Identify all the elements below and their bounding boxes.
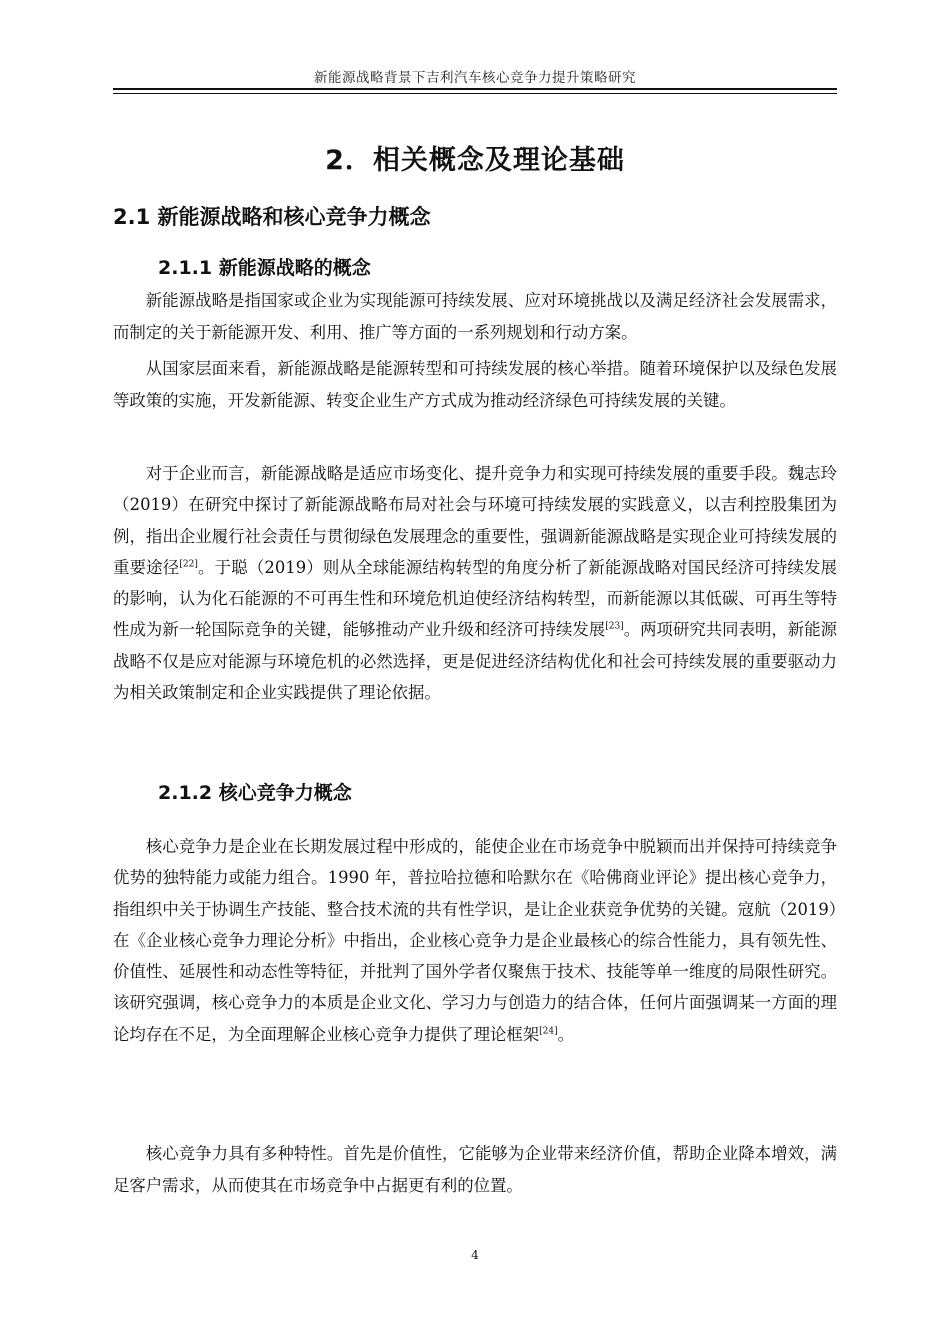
running-header: 新能源战略背景下吉利汽车核心竞争力提升策略研究 [314,70,636,86]
section-heading-2-1-1: 2.1.1 新能源战略的概念 [158,257,371,279]
paragraph-text: 。两项研究共同表明，新能源战略不仅是应对能源与环境危机的必然选择，更是促进经济结构优化和社会可持续发展的重要驱动力为相关政策制定和企业实践提供了理论依据。 [113,620,837,703]
paragraph-core-competence-definition [113,831,837,1050]
paragraph-text: 对于企业而言，新能源战略是适应市场变化、提升竞争力和实现可持续发展的重要手段。魏志玲（2019）在研究中探讨了新能源战略布局对社会与环境可持续发展的实践意义，以吉利控股集团为例，指出企业履行社会责任与贯彻绿色发展理念的重要性，强调新能源战略是实现企业可持续发展的重要途径 [113,464,837,577]
section-heading-2-1: 2.1 新能源战略和核心竞争力概念 [113,205,431,229]
page-number: 4 [471,1248,479,1262]
paragraph-text: 核心竞争力是企业在长期发展过程中形成的，能使企业在市场竞争中脱颖而出并保持可持续竞争优势的独特能力或能力组合。1990 年，普拉哈拉德和哈默尔在《哈佛商业评论》提出核心竞争力，指组织中关于协调生产技能、整合技术流的共有性学识，是让企业获竞争优势的关键。寇航（2019）在《企业核心竞争力理论分析》中指出，企业核心竞争力是企业最核心的综合性能力，具有领先性、价值性、延展性和动态性等特征，并批判了国外学者仅聚焦于技术、技能等单一维度的局限性研究。该研究强调，核心竞争力的本质是企业文化、学习力与创造力的结合体，任何片面强调某一方面的理论均存在不足，为全面理解企业核心竞争力提供了理论框架 [113,837,837,1044]
header-rule-thick [113,88,837,90]
paragraph-national-level: 从国家层面来看，新能源战略是能源转型和可持续发展的核心举措。随着环境保护以及绿色发展等政策的实施，开发新能源、转变企业生产方式成为推动经济绿色可持续发展的关键。 [113,359,837,410]
paragraph-core-competence-features: 核心竞争力具有多种特性。首先是价值性，它能够为企业带来经济价值，帮助企业降本增效，满足客户需求，从而使其在市场竞争中占据更有利的位置。 [113,1144,837,1195]
citation-ref: [24] [539,1026,558,1037]
citation-ref: [23] [605,622,624,633]
section-heading-2-1-2: 2.1.2 核心竞争力概念 [158,782,352,804]
paragraph-text: 。于聪（2019）则从全球能源结构转型的角度分析了新能源战略对国民经济可持续发展的影响，认为化石能源的不可再生性和环境危机迫使经济结构转型，而新能源以其低碳、可再生等特性成为新一轮国际竞争的关键，能够推动产业升级和经济可持续发展 [113,557,838,640]
chapter-title: 2．相关概念及理论基础 [325,145,625,176]
citation-ref: [22] [179,559,198,570]
paragraph-text: 。 [557,1024,575,1044]
header-rule-thin [113,93,837,94]
paragraph-enterprise-level [113,458,837,708]
paragraph-new-energy-definition: 新能源战略是指国家或企业为实现能源可持续发展、应对环境挑战以及满足经济社会发展需求，而制定的关于新能源开发、利用、推广等方面的一系列规划和行动方案。 [113,291,837,342]
